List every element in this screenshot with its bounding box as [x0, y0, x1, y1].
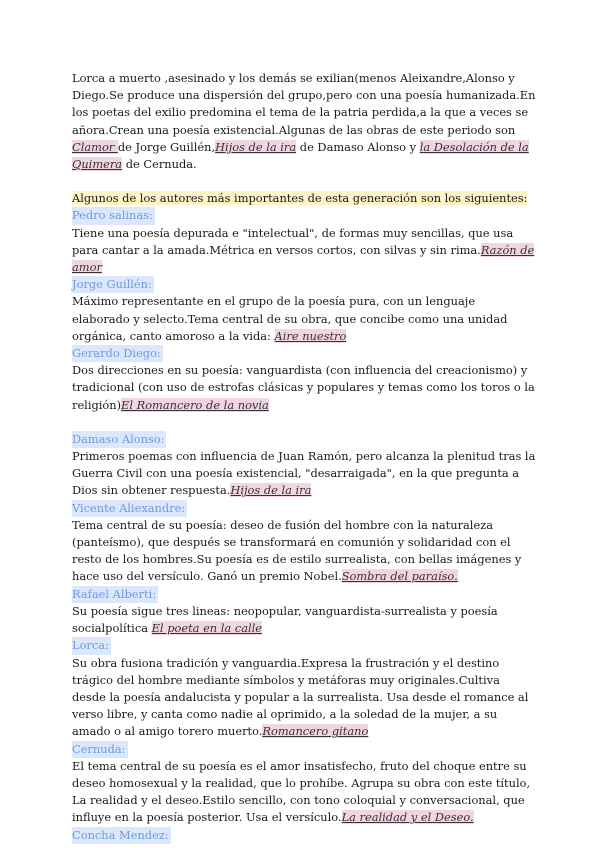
author-heading-diego — [72, 345, 536, 362]
work-title-hijos-de-la-ira: Hijos de la ira — [215, 139, 297, 154]
author-heading-alberti — [72, 586, 536, 603]
author-text: Su obra fusiona tradición y vanguardia.Expresa la frustración y el destino trágico del hombre mediante símbolos y metáforas muy originales.Cultiva desde la poesía andalucista y popular a la surrealista. Usa desde el romance al verso libre, y canta como nadie al oprimido, a la soledad de la mujer, a su amado o al amigo torero muerto. — [72, 655, 529, 739]
intro-text-4: de Cernuda. — [122, 157, 197, 172]
author-description-cernuda — [72, 758, 536, 827]
intro-paragraph — [72, 70, 536, 173]
author-heading-aleixandre — [72, 500, 536, 517]
paragraph-gap — [72, 414, 536, 431]
section-heading-text: Algunos de los autores más importantes de esta generación son los siguientes: — [72, 191, 528, 206]
author-text: Primeros poemas con influencia de Juan Ramón, pero alcanza la plenitud tras la Guerra Civil con una poesía existencial, "desarraigada", en la que pregunta a Dios sin obtener respuesta. — [72, 449, 536, 498]
work-title: La realidad y el Deseo. — [341, 810, 474, 825]
work-title-desolacion: la Desolación de la Quimera — [72, 139, 529, 172]
work-title: Sombra del paraíso. — [341, 569, 458, 584]
author-name: Concha Mendez: — [72, 827, 171, 844]
section-heading — [72, 190, 536, 207]
work-title: Romancero gitano — [262, 724, 369, 739]
author-description-guillen — [72, 293, 536, 345]
author-heading-lorca — [72, 637, 536, 654]
author-name: Vicente Aliexandre: — [72, 500, 187, 517]
author-heading-salinas — [72, 207, 536, 224]
author-description-alonso — [72, 448, 536, 500]
author-description-diego — [72, 362, 536, 414]
author-heading-mendez — [72, 827, 536, 844]
author-heading-alonso — [72, 431, 536, 448]
intro-text-1: Lorca a muerto ,asesinado y los demás se exilian(menos Aleixandre,Alonso y Diego.Se produce una dispersión del grupo,pero con una poesía humanizada.En los poetas del exilio predomina el tema de la patria perdida,a la que a veces se añora.Crean una poesía existencial.Algunas de las obras de este periodo son — [72, 71, 536, 137]
author-text: Máximo representante en el grupo de la poesía pura, con un lenguaje elaborado y selecto.Tema central de su obra, que concibe como una unidad orgánica, canto amoroso a la vida: — [72, 294, 508, 343]
author-text: Tema central de su poesía: deseo de fusión del hombre con la naturaleza (panteísmo), que después se transformará en comunión y solidaridad con el resto de los hombres.Su poesía es de estilo surrealista, con bellas imágenes y hace uso del versículo. Ganó un premio Nobel. — [72, 517, 522, 584]
author-name: Lorca: — [72, 637, 111, 654]
author-name: Pedro salinas: — [72, 207, 155, 224]
author-heading-guillen — [72, 276, 536, 293]
author-text: Su poesía sigue tres lineas: neopopular, vanguardista-surrealista y poesía socialpolítica — [72, 603, 498, 636]
author-description-aleixandre — [72, 517, 536, 586]
work-title: Aire nuestro — [274, 328, 347, 343]
author-name: Damaso Alonso: — [72, 431, 166, 448]
work-title-clamor: Clamor — [72, 139, 118, 154]
author-name: Rafael Alberti: — [72, 586, 158, 603]
author-name: Jorge Guillén: — [72, 276, 154, 293]
intro-text-2: de Jorge Guillén, — [117, 139, 216, 154]
work-title: Hijos de la ira — [230, 483, 312, 498]
author-name: Gerardo Diego: — [72, 345, 163, 362]
author-text: El tema central de su poesía es el amor insatisfecho, fruto del choque entre su deseo homosexual y la realidad, que lo prohíbe. Agrupa su obra con este título, La realidad y el deseo.Estilo sencillo, con tono coloquial y conversacional, que influye en la poesía posterior. Usa el versículo. — [72, 758, 531, 825]
work-title: El Romancero de la novia — [121, 397, 269, 412]
author-text: Dos direcciones en su poesía: vanguardista (con influencia del creacionismo) y tradicional (con uso de estrofas clásicas y populares y temas como los toros o la religión) — [72, 363, 535, 412]
author-name: Cernuda: — [72, 741, 128, 758]
work-title: Razón de amor — [72, 242, 535, 275]
author-description-lorca — [72, 655, 536, 741]
author-description-salinas — [72, 225, 536, 277]
author-text: Tiene una poesía depurada e "intelectual", de formas muy sencillas, que usa para cantar a la amada.Métrica en versos cortos, con silvas y sin rima. — [72, 225, 514, 257]
intro-text-3: de Damaso Alonso y — [296, 139, 420, 154]
work-title: El poeta en la calle — [151, 621, 263, 636]
author-heading-cernuda — [72, 741, 536, 758]
author-description-alberti — [72, 603, 536, 637]
